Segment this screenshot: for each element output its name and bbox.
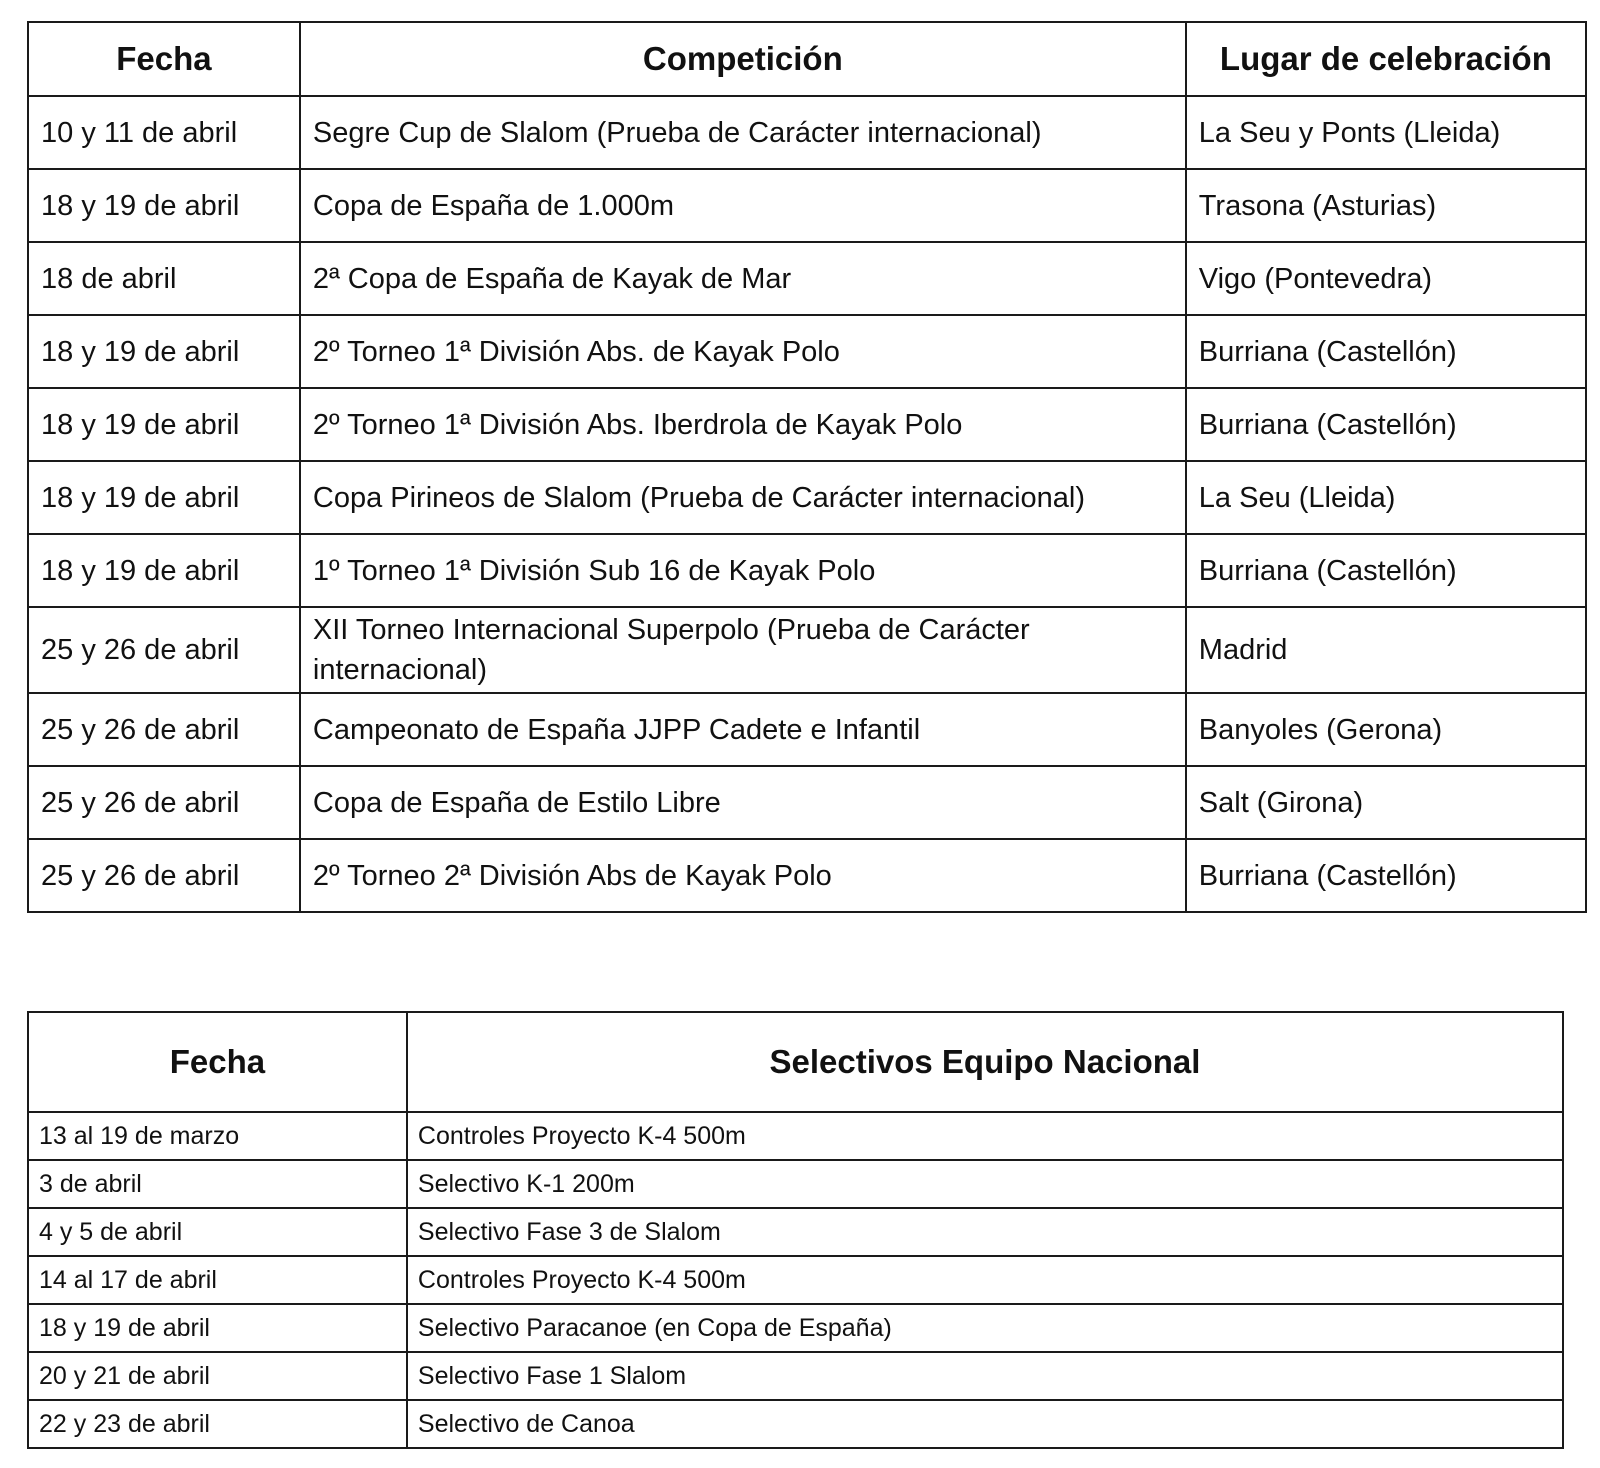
cell-fecha: 18 y 19 de abril: [28, 169, 300, 242]
cell-fecha: 13 al 19 de marzo: [28, 1112, 407, 1160]
cell-fecha: 3 de abril: [28, 1160, 407, 1208]
cell-competicion: Copa Pirineos de Slalom (Prueba de Carácter internacional): [300, 461, 1186, 534]
cell-lugar: Burriana (Castellón): [1186, 315, 1586, 388]
cell-competicion: Campeonato de España JJPP Cadete e Infantil: [300, 693, 1186, 766]
competitions-table: [27, 21, 1587, 913]
table-row: [28, 607, 1586, 693]
selectivos-header-row: [28, 1012, 1563, 1112]
cell-lugar: Burriana (Castellón): [1186, 839, 1586, 912]
cell-selectivo: Selectivo Fase 1 Slalom: [407, 1352, 1563, 1400]
cell-fecha: 10 y 11 de abril: [28, 96, 300, 169]
selectivos-table: [27, 1011, 1564, 1449]
table-row: [28, 242, 1586, 315]
table-row: [28, 1112, 1563, 1160]
cell-competicion: XII Torneo Internacional Superpolo (Prueba de Carácter internacional): [300, 607, 1186, 693]
cell-competicion: 2ª Copa de España de Kayak de Mar: [300, 242, 1186, 315]
table-row: [28, 534, 1586, 607]
table-row: [28, 1160, 1563, 1208]
cell-fecha: 18 y 19 de abril: [28, 461, 300, 534]
cell-lugar: Madrid: [1186, 607, 1586, 693]
cell-lugar: Vigo (Pontevedra): [1186, 242, 1586, 315]
cell-fecha: 14 al 17 de abril: [28, 1256, 407, 1304]
cell-lugar: Burriana (Castellón): [1186, 388, 1586, 461]
table-row: [28, 96, 1586, 169]
table-row: [28, 766, 1586, 839]
table-row: [28, 388, 1586, 461]
cell-fecha: 18 y 19 de abril: [28, 315, 300, 388]
cell-fecha: 18 y 19 de abril: [28, 1304, 407, 1352]
table-row: [28, 315, 1586, 388]
cell-competicion: Segre Cup de Slalom (Prueba de Carácter internacional): [300, 96, 1186, 169]
cell-competicion: 2º Torneo 2ª División Abs de Kayak Polo: [300, 839, 1186, 912]
competitions-header-row: [28, 22, 1586, 96]
header-selectivos: Selectivos Equipo Nacional: [407, 1012, 1563, 1112]
cell-lugar: Trasona (Asturias): [1186, 169, 1586, 242]
cell-fecha: 4 y 5 de abril: [28, 1208, 407, 1256]
cell-fecha: 22 y 23 de abril: [28, 1400, 407, 1448]
cell-selectivo: Selectivo K-1 200m: [407, 1160, 1563, 1208]
cell-competicion: 2º Torneo 1ª División Abs. Iberdrola de Kayak Polo: [300, 388, 1186, 461]
cell-fecha: 18 y 19 de abril: [28, 534, 300, 607]
cell-selectivo: Controles Proyecto K-4 500m: [407, 1256, 1563, 1304]
table-row: [28, 169, 1586, 242]
cell-lugar: Salt (Girona): [1186, 766, 1586, 839]
table-row: [28, 1400, 1563, 1448]
cell-lugar: La Seu (Lleida): [1186, 461, 1586, 534]
header-competicion: Competición: [300, 22, 1186, 96]
cell-fecha: 20 y 21 de abril: [28, 1352, 407, 1400]
cell-lugar: Burriana (Castellón): [1186, 534, 1586, 607]
table-row: [28, 1304, 1563, 1352]
cell-selectivo: Selectivo Paracanoe (en Copa de España): [407, 1304, 1563, 1352]
cell-competicion: 1º Torneo 1ª División Sub 16 de Kayak Polo: [300, 534, 1186, 607]
table-row: [28, 1208, 1563, 1256]
cell-fecha: 18 y 19 de abril: [28, 388, 300, 461]
cell-lugar: La Seu y Ponts (Lleida): [1186, 96, 1586, 169]
cell-fecha: 25 y 26 de abril: [28, 839, 300, 912]
table-row: [28, 1256, 1563, 1304]
table-row: [28, 461, 1586, 534]
cell-lugar: Banyoles (Gerona): [1186, 693, 1586, 766]
table-row: [28, 1352, 1563, 1400]
table-row: [28, 693, 1586, 766]
cell-selectivo: Selectivo de Canoa: [407, 1400, 1563, 1448]
cell-competicion: 2º Torneo 1ª División Abs. de Kayak Polo: [300, 315, 1186, 388]
cell-selectivo: Selectivo Fase 3 de Slalom: [407, 1208, 1563, 1256]
header-lugar: Lugar de celebración: [1186, 22, 1586, 96]
cell-fecha: 18 de abril: [28, 242, 300, 315]
header-fecha: Fecha: [28, 1012, 407, 1112]
cell-competicion: Copa de España de 1.000m: [300, 169, 1186, 242]
cell-competicion: Copa de España de Estilo Libre: [300, 766, 1186, 839]
header-fecha: Fecha: [28, 22, 300, 96]
cell-fecha: 25 y 26 de abril: [28, 607, 300, 693]
cell-fecha: 25 y 26 de abril: [28, 766, 300, 839]
cell-fecha: 25 y 26 de abril: [28, 693, 300, 766]
cell-selectivo: Controles Proyecto K-4 500m: [407, 1112, 1563, 1160]
table-row: [28, 839, 1586, 912]
